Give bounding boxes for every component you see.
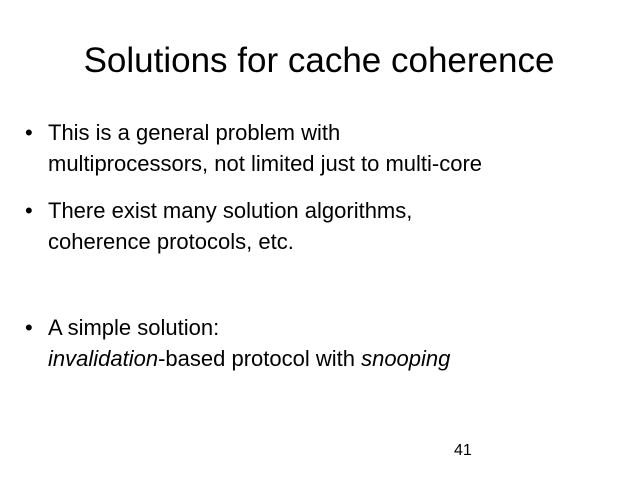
bullet-line: multiprocessors, not limited just to multi-core (48, 151, 483, 176)
bullet-line: There exist many solution algorithms, (48, 198, 413, 223)
bullet-item (25, 117, 625, 179)
bullet-text (48, 195, 625, 257)
bullet-dot-icon: • (25, 120, 33, 145)
bullet-dot-icon: • (25, 198, 33, 223)
bullet-line: A simple solution: (48, 315, 220, 340)
bullet-item (25, 195, 625, 257)
slide-title: Solutions for cache coherence (83, 41, 555, 80)
bullet-item (25, 312, 625, 374)
emphasis-text: invalidation (48, 346, 159, 371)
bullet-text (48, 312, 625, 374)
bullet-text (48, 117, 625, 179)
bullet-line: coherence protocols, etc. (48, 229, 294, 254)
bullet-line: This is a general problem with (48, 120, 341, 145)
bullet-line (48, 343, 625, 374)
plain-text: -based protocol with (158, 346, 362, 371)
page-number: 41 (454, 442, 472, 459)
emphasis-text: snooping (361, 346, 451, 371)
bullet-dot-icon: • (25, 315, 33, 340)
